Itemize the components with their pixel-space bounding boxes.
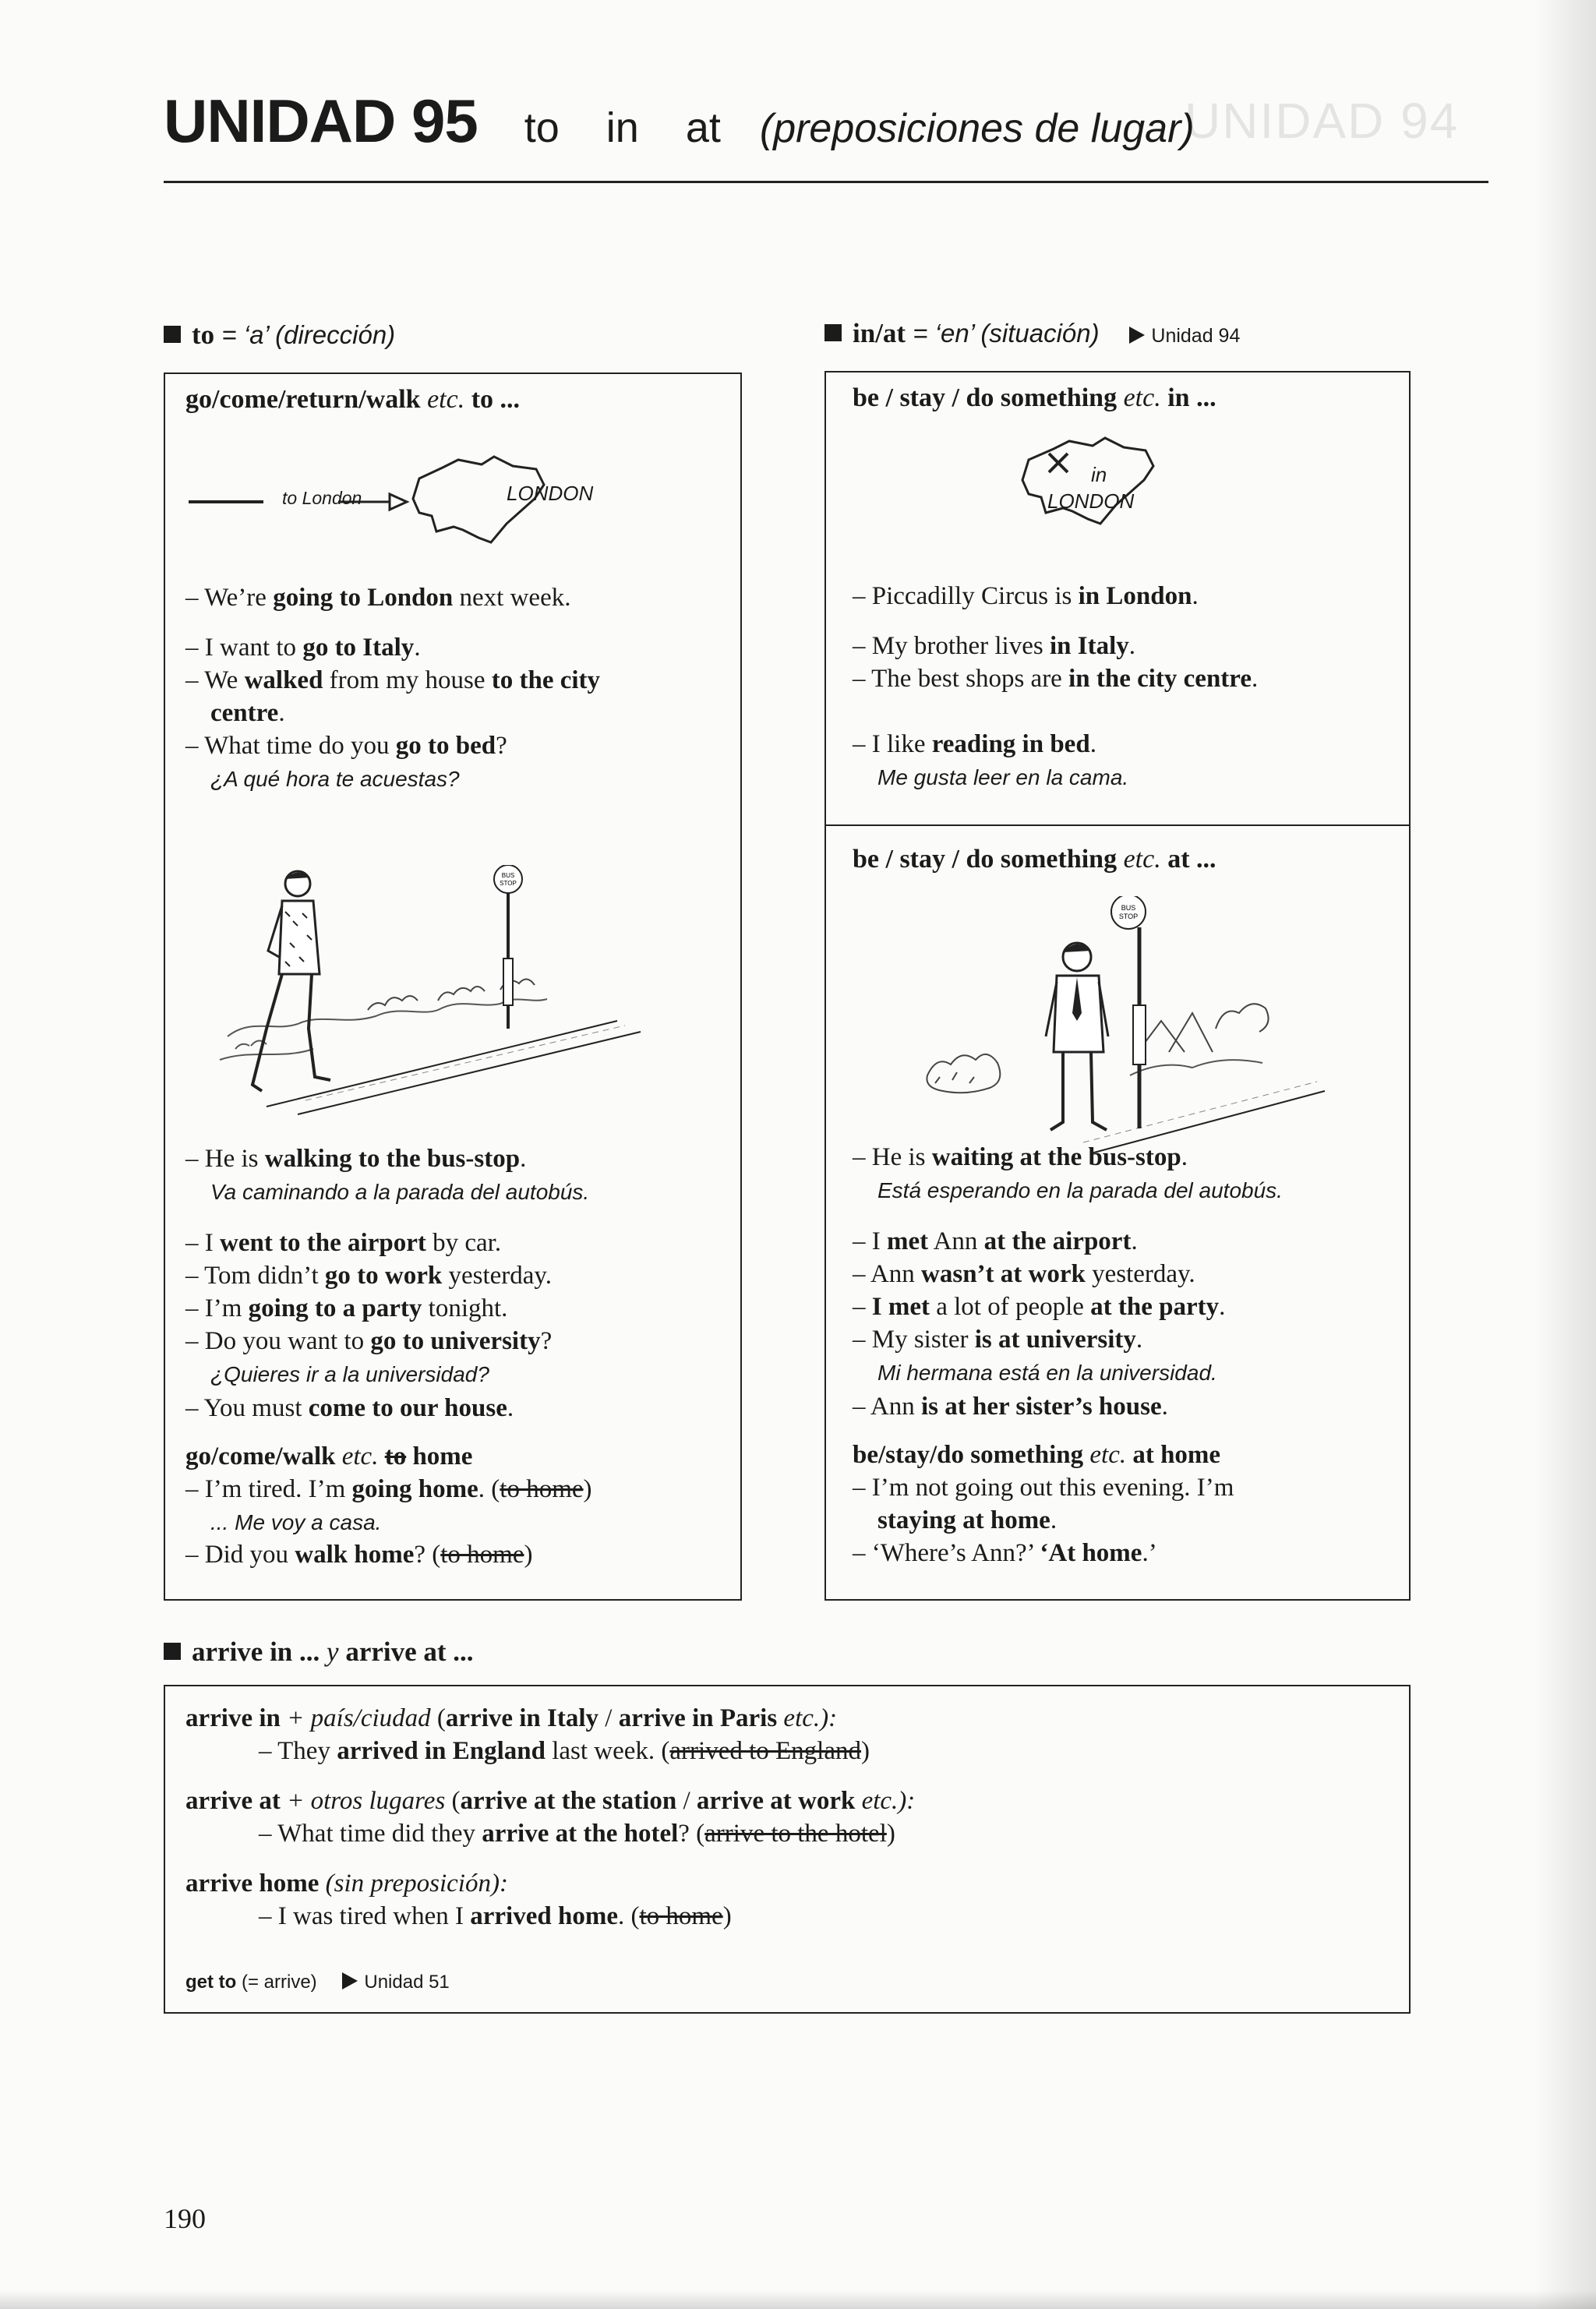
sentence: – I like reading in bed. [853, 730, 1096, 758]
translation: Me gusta leer en la cama. [877, 765, 1129, 789]
sentence: – ‘Where’s Ann?’ ‘At home.’ [853, 1539, 1157, 1567]
translation: Mi hermana está en la universidad. [877, 1361, 1217, 1385]
title-word-to: to [524, 104, 560, 151]
sentence: – You must come to our house. [185, 1394, 514, 1422]
london-map-label: LONDON [507, 482, 594, 505]
svg-text:STOP: STOP [1118, 913, 1139, 920]
section-head-to: to = ‘a’ (dirección) [164, 320, 395, 351]
box-heading: be / stay / do something etc. at ... [853, 845, 1216, 874]
sentence: – Do you want to go to university? [185, 1327, 553, 1355]
sentence: – I was tired when I arrived home. (to home) [259, 1902, 732, 1930]
sentence: – They arrived in England last week. (arrived to England) [259, 1737, 870, 1765]
sentence: – He is walking to the bus-stop. [185, 1145, 527, 1173]
section-head-in-at: in/at = ‘en’ (situación) Unidad 94 [824, 318, 1240, 349]
section-marker [164, 1643, 181, 1660]
home-subheading: go/come/walk etc. to home [185, 1442, 473, 1470]
box-heading: be / stay / do something etc. in ... [853, 383, 1216, 412]
title-subtitle: (preposiciones de lugar) [759, 106, 1195, 151]
london-map-label: LONDON [1047, 489, 1135, 513]
sentence: – Ann is at her sister’s house. [853, 1393, 1168, 1421]
section-head-arrive: arrive in ... y arrive at ... [164, 1636, 474, 1668]
sentence: – What time do you go to bed? [185, 732, 507, 760]
sentence: – The best shops are in the city centre. [853, 665, 1259, 693]
page-number: 190 [164, 2203, 206, 2234]
svg-text:BUS: BUS [1121, 904, 1136, 912]
svg-text:STOP: STOP [500, 880, 517, 887]
bleed-through-header: UNIDAD 94 [1185, 93, 1460, 149]
rule-arrive-at: arrive at + otros lugares (arrive at the station / arrive at work etc.): [185, 1787, 916, 1815]
arrow-right-icon [1129, 327, 1145, 344]
rule-arrive-in: arrive in + país/ciudad (arrive in Italy / arrive in Paris etc.): [185, 1704, 838, 1732]
page-title [164, 86, 1195, 157]
waiting-man-illustration [904, 896, 1340, 1161]
translation: Está esperando en la parada del autobús. [877, 1178, 1283, 1202]
rule-arrive-home: arrive home (sin preposición): [185, 1869, 508, 1898]
translation: Va caminando a la parada del autobús. [210, 1180, 590, 1204]
section-marker [164, 326, 181, 343]
unit-reference[interactable]: Unidad 51 [342, 1972, 449, 1993]
sentence: – Tom didn’t go to work yesterday. [185, 1262, 553, 1290]
page-edge-shadow [1534, 0, 1596, 2309]
home-subheading: be/stay/do something etc. at home [853, 1441, 1221, 1469]
unit-reference[interactable]: Unidad 94 [1129, 325, 1240, 347]
sentence: – We’re going to London next week. [185, 584, 571, 612]
arrow-right-icon [342, 1972, 358, 1989]
box-in [824, 371, 1411, 826]
to-london-label: to London [282, 488, 362, 508]
sentence-continuation: staying at home. [877, 1506, 1058, 1534]
footnote-get-to: get to (= arrive) Unidad 51 [185, 1972, 450, 1993]
in-label: in [1091, 463, 1107, 486]
sentence: – I want to go to Italy. [185, 634, 421, 662]
sentence: – I met a lot of people at the party. [853, 1293, 1226, 1321]
sentence: – What time did they arrive at the hotel? (arrive to the hotel) [259, 1820, 895, 1848]
section-marker [824, 324, 842, 341]
bus-stop-sign: BUS [501, 872, 515, 879]
sentence: – I’m tired. I’m going home. (to home) [185, 1475, 592, 1503]
unit-number: UNIDAD 95 [164, 86, 478, 155]
walking-man-illustration [204, 865, 703, 1130]
sentence: – He is waiting at the bus-stop. [853, 1143, 1188, 1171]
box-to [164, 372, 742, 1601]
header-rule [164, 181, 1488, 183]
sentence: – I’m not going out this evening. I’m [853, 1474, 1234, 1502]
box-heading: go/come/return/walk etc. to ... [185, 385, 521, 414]
translation: ¿Quieres ir a la universidad? [210, 1362, 489, 1386]
sentence: – My sister is at university. [853, 1326, 1143, 1354]
translation: ¿A qué hora te acuestas? [210, 767, 460, 791]
box-arrive [164, 1685, 1411, 2014]
sentence: – Piccadilly Circus is in London. [853, 582, 1199, 610]
title-word-at: at [685, 104, 721, 151]
sentence: – I went to the airport by car. [185, 1229, 502, 1257]
box-at [824, 824, 1411, 1601]
sentence: – We walked from my house to the city [185, 666, 601, 694]
sentence: – My brother lives in Italy. [853, 632, 1135, 660]
sentence: – Ann wasn’t at work yesterday. [853, 1260, 1195, 1288]
sentence: – Did you walk home? (to home) [185, 1541, 533, 1569]
title-word-in: in [606, 104, 639, 151]
sentence: – I met Ann at the airport. [853, 1227, 1138, 1255]
page-bottom-shadow [0, 2290, 1596, 2309]
translation: ... Me voy a casa. [210, 1510, 382, 1534]
sentence: – I’m going to a party tonight. [185, 1294, 508, 1322]
to-london-illustration [185, 429, 669, 561]
sentence-continuation: centre. [210, 699, 285, 727]
